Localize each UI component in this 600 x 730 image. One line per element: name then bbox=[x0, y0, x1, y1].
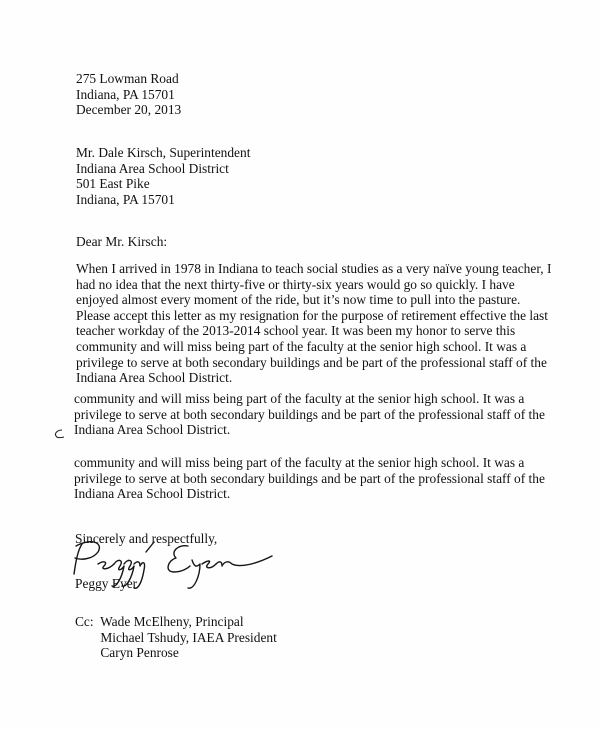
recipient-name: Mr. Dale Kirsch, Superintendent bbox=[76, 145, 251, 160]
cc-label: Cc: bbox=[75, 614, 94, 629]
closing: Sincerely and respectfully, bbox=[75, 531, 218, 546]
body-paragraph-2 bbox=[74, 391, 545, 438]
margin-pen-mark bbox=[52, 428, 66, 440]
cc-recipient: Caryn Penrose bbox=[100, 645, 179, 661]
sender-address bbox=[76, 71, 181, 118]
paragraph-line: Indiana Area School District. bbox=[74, 422, 231, 438]
paragraph-line: Indiana Area School District. bbox=[76, 370, 233, 386]
letter-date: December 20, 2013 bbox=[76, 102, 182, 118]
recipient-city: Indiana, PA 15701 bbox=[76, 191, 175, 207]
paragraph-line: enjoyed almost every moment of the ride, but it’s now time to pull into the pasture. bbox=[76, 292, 521, 308]
paragraph-line: community and will miss being part of the faculty at the senior high school. It was a bbox=[76, 338, 527, 354]
signature-name: Peggy Eyer bbox=[75, 576, 138, 591]
paragraph-line: community and will miss being part of the faculty at the senior high school. It was a bbox=[74, 455, 525, 470]
recipient-address bbox=[76, 145, 250, 207]
cc-recipient: Michael Tshudy, IAEA President bbox=[100, 629, 277, 645]
cc-row bbox=[75, 645, 277, 661]
salutation: Dear Mr. Kirsch: bbox=[76, 234, 168, 249]
paragraph-line: privilege to serve at both secondary buildings and be part of the professional staff of the bbox=[74, 470, 545, 486]
paragraph-line: had no idea that the next thirty-five or thirty-six years would go so quickly. I have bbox=[76, 276, 515, 292]
body-paragraph-1 bbox=[76, 261, 551, 386]
sender-street: 275 Lowman Road bbox=[76, 71, 179, 86]
paragraph-line: community and will miss being part of the faculty at the senior high school. It was a bbox=[74, 391, 525, 406]
paragraph-line: privilege to serve at both secondary buildings and be part of the professional staff of the bbox=[74, 406, 545, 422]
paragraph-line: Indiana Area School District. bbox=[74, 486, 231, 502]
paragraph-line: teacher workday of the 2013-2014 school year. It was been my honor to serve this bbox=[76, 323, 516, 339]
cc-row bbox=[75, 630, 277, 646]
paragraph-line: When I arrived in 1978 in Indiana to teach social studies as a very naïve young teacher, I bbox=[76, 261, 552, 276]
cc-row bbox=[75, 614, 277, 630]
paragraph-line: privilege to serve at both secondary buildings and be part of the professional staff of the bbox=[76, 354, 547, 370]
sender-city: Indiana, PA 15701 bbox=[76, 86, 175, 102]
body-paragraph-3 bbox=[74, 455, 545, 502]
handwritten-signature bbox=[60, 530, 290, 600]
recipient-organization: Indiana Area School District bbox=[76, 160, 229, 176]
recipient-street: 501 East Pike bbox=[76, 176, 150, 192]
paragraph-line: Please accept this letter as my resignation for the purpose of retirement effective the last bbox=[76, 307, 548, 323]
cc-list bbox=[75, 614, 277, 661]
cc-recipient: Wade McElheny, Principal bbox=[100, 614, 244, 629]
